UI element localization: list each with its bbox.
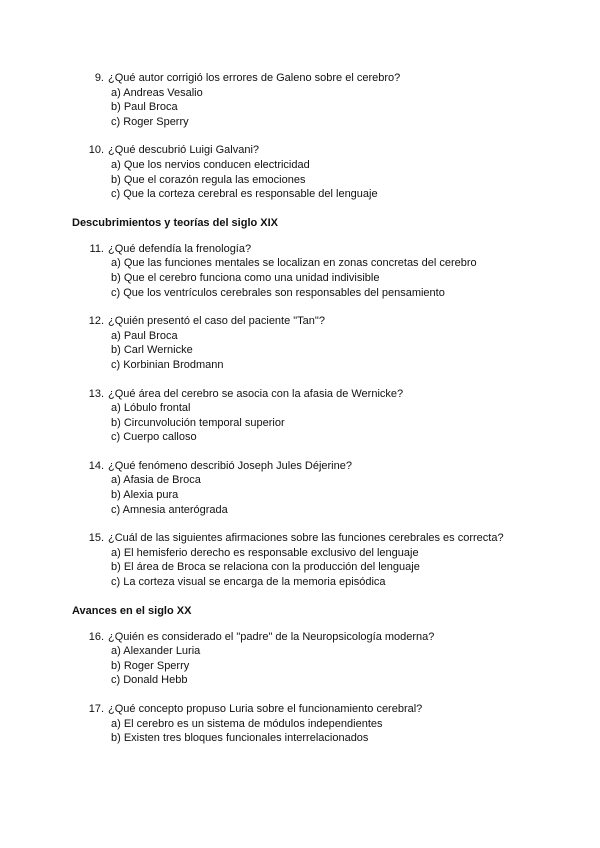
answer-option: b) Paul Broca — [111, 101, 178, 114]
section-heading: Avances en el siglo XX — [72, 604, 192, 617]
question-text: ¿Qué descubrió Luigi Galvani? — [108, 144, 260, 157]
question-text: ¿Cuál de las siguientes afirmaciones sobre las funciones cerebrales es correcta? — [108, 532, 504, 545]
answer-option: c) Que la corteza cerebral es responsable del lenguaje — [111, 188, 378, 201]
question-item — [0, 630, 600, 688]
answer-option: b) Que el corazón regula las emociones — [111, 173, 306, 186]
answer-option: b) Alexia pura — [111, 489, 179, 502]
question-item — [0, 242, 600, 300]
question-number: 9. — [94, 72, 104, 84]
answer-option: b) Existen tres bloques funcionales interrelacionados — [111, 732, 369, 745]
question-number: 17. — [88, 703, 104, 715]
answer-option: c) Donald Hebb — [111, 674, 188, 687]
question-item — [0, 459, 600, 517]
question-item — [0, 71, 600, 129]
answer-option: a) El cerebro es un sistema de módulos independientes — [111, 717, 383, 730]
answer-option: a) Afasia de Broca — [111, 474, 201, 487]
answer-option: c) Amnesia anterógrada — [111, 503, 228, 516]
question-number: 16. — [88, 630, 104, 643]
question-line — [0, 702, 600, 717]
answer-option: c) Cuerpo calloso — [111, 431, 197, 444]
question-number: 12. — [88, 315, 104, 328]
question-text: ¿Qué autor corrigió los errores de Galeno sobre el cerebro? — [108, 72, 401, 84]
question-text: ¿Qué fenómeno describió Joseph Jules Déjerine? — [108, 459, 352, 472]
question-line — [0, 531, 600, 546]
question-line — [0, 387, 600, 402]
answer-option: c) La corteza visual se encarga de la memoria episódica — [111, 576, 386, 589]
answer-option: a) Que los nervios conducen electricidad — [111, 158, 310, 171]
section-heading: Descubrimientos y teorías del siglo XIX — [72, 216, 279, 229]
answer-option: b) Circunvolución temporal superior — [111, 416, 285, 429]
answer-option: b) El área de Broca se relaciona con la producción del lenguaje — [111, 561, 420, 574]
question-line — [0, 314, 600, 329]
question-number: 11. — [89, 242, 104, 255]
question-text: ¿Qué defendía la frenología? — [108, 242, 252, 255]
question-number: 15. — [88, 532, 104, 545]
question-number: 13. — [88, 387, 104, 400]
question-text: ¿Quién es considerado el "padre" de la Neuropsicología moderna? — [108, 630, 435, 643]
answer-option: b) Que el cerebro funciona como una unidad indivisible — [111, 271, 380, 284]
question-list — [0, 71, 600, 760]
answer-option: a) Paul Broca — [111, 329, 178, 342]
question-item — [0, 143, 600, 201]
question-line — [0, 459, 600, 474]
question-line — [0, 630, 600, 645]
question-line — [0, 242, 600, 257]
question-number: 14. — [88, 459, 104, 472]
answer-option: b) Roger Sperry — [111, 659, 190, 672]
answer-option: a) Andreas Vesalio — [111, 86, 203, 99]
question-item — [0, 531, 600, 589]
question-item — [0, 314, 600, 372]
question-text: ¿Qué concepto propuso Luria sobre el funcionamiento cerebral? — [108, 703, 423, 715]
answer-option: c) Roger Sperry — [111, 115, 189, 128]
question-item — [0, 387, 600, 445]
answer-option: a) Alexander Luria — [111, 645, 201, 658]
answer-option: a) Lóbulo frontal — [111, 402, 191, 415]
question-text: ¿Quién presentó el caso del paciente "Tan"? — [108, 315, 325, 328]
answer-option: b) Carl Wernicke — [111, 344, 193, 357]
question-line — [0, 143, 600, 158]
answer-option: c) Que los ventrículos cerebrales son responsables del pensamiento — [111, 286, 445, 299]
answer-option: a) El hemisferio derecho es responsable exclusivo del lenguaje — [111, 546, 419, 559]
question-item — [0, 702, 600, 746]
question-number: 10. — [88, 144, 104, 157]
answer-option: a) Que las funciones mentales se localizan en zonas concretas del cerebro — [111, 257, 477, 270]
answer-option: c) Korbinian Brodmann — [111, 358, 224, 371]
question-text: ¿Qué área del cerebro se asocia con la afasia de Wernicke? — [108, 387, 404, 400]
question-line — [0, 71, 600, 86]
